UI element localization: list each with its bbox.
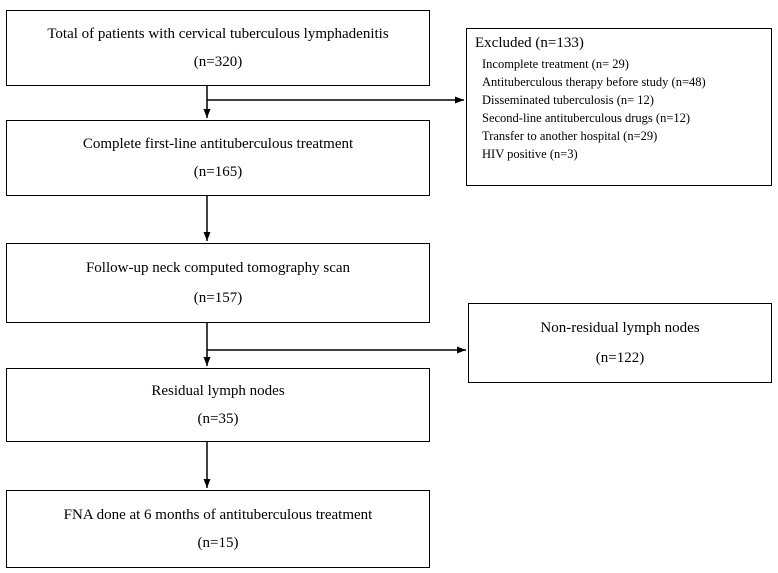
excluded-item: Antituberculous therapy before study (n=48) [482, 75, 706, 89]
box-complete-count: (n=165) [193, 164, 243, 180]
box-total-patients [6, 10, 430, 86]
box-residual-nodes [6, 368, 430, 442]
box-nonresidual-nodes [468, 303, 772, 383]
excluded-item: Incomplete treatment (n= 29) [482, 57, 629, 71]
box-nonresidual-count: (n=122) [595, 349, 645, 366]
box-followup-label: Follow-up neck computed tomography scan [85, 260, 351, 277]
box-complete-label: Complete first-line antituberculous treatment [82, 136, 354, 152]
box-followup-ct-scan [6, 243, 430, 323]
box-residual-label: Residual lymph nodes [151, 383, 285, 400]
box-excluded [466, 28, 772, 186]
box-total-label: Total of patients with cervical tuberculous lymphadenitis [47, 26, 389, 42]
box-followup-count: (n=157) [193, 289, 243, 306]
excluded-item: HIV positive (n=3) [482, 147, 578, 161]
box-complete-treatment [6, 120, 430, 196]
box-fna-label: FNA done at 6 months of antituberculous treatment [63, 506, 373, 523]
excluded-item: Second-line antituberculous drugs (n=12) [482, 111, 691, 125]
excluded-list [475, 55, 763, 163]
box-total-count: (n=320) [193, 54, 243, 70]
excluded-item: Transfer to another hospital (n=29) [482, 129, 658, 143]
box-fna-done [6, 490, 430, 568]
box-nonresidual-label: Non-residual lymph nodes [540, 320, 700, 337]
box-fna-count: (n=15) [197, 535, 239, 552]
box-residual-count: (n=35) [197, 410, 239, 427]
excluded-title: Excluded (n=133) [475, 35, 584, 51]
excluded-item: Disseminated tuberculosis (n= 12) [482, 93, 654, 107]
